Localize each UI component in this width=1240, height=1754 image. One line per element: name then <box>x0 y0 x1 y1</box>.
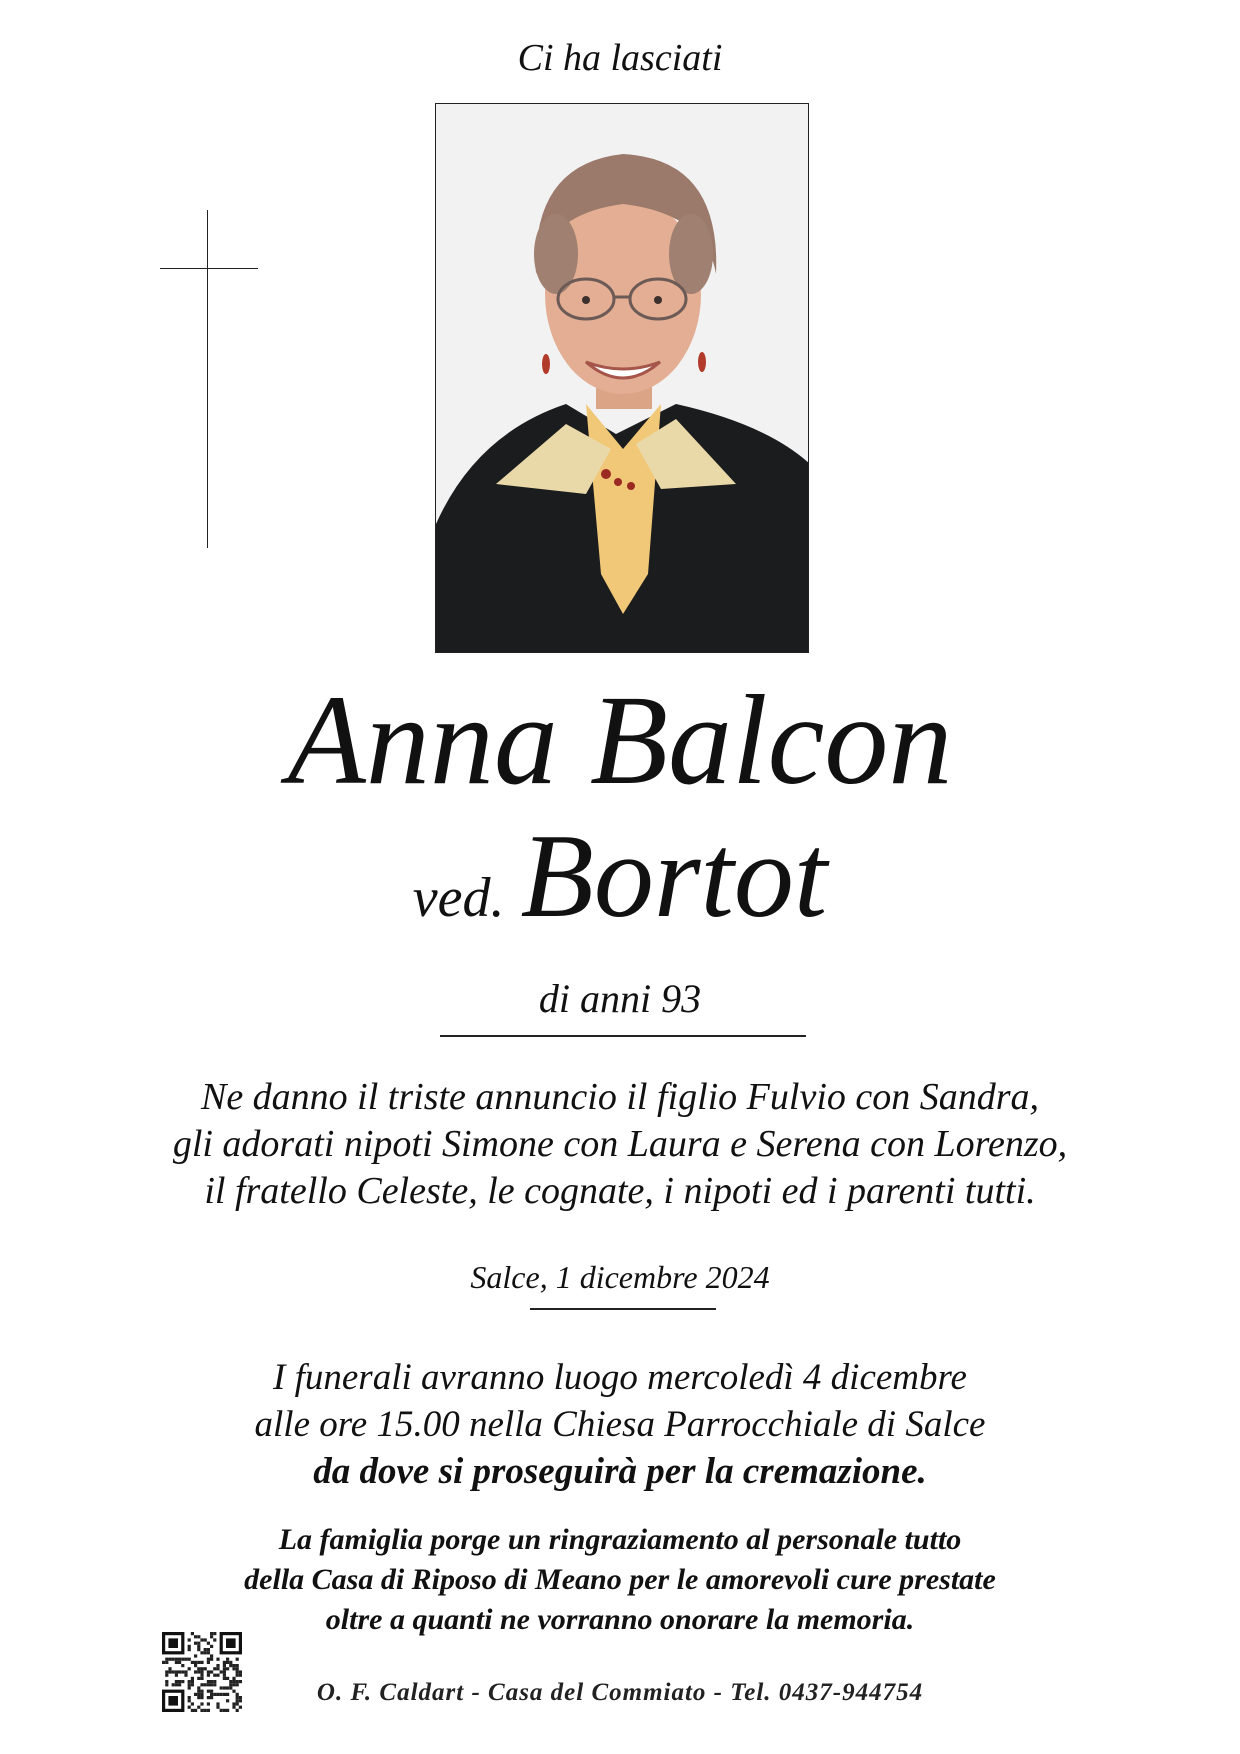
cross-icon-arm <box>160 268 258 269</box>
age-divider <box>440 1035 806 1037</box>
announcement-block <box>0 1074 1240 1215</box>
announcement-line: il fratello Celeste, le cognate, i nipoti ed i parenti tutti. <box>204 1170 1036 1212</box>
funeral-info <box>0 1354 1240 1495</box>
intro-text: Ci ha lasciati <box>517 37 723 79</box>
place-date-divider <box>530 1308 716 1310</box>
portrait-photo <box>435 103 809 653</box>
married-name: Bortot <box>520 809 828 942</box>
funeral-line-2: alle ore 15.00 nella Chiesa Parrocchiale di Salce <box>254 1404 986 1445</box>
age-text: di anni 93 <box>538 976 702 1021</box>
announcement-line: Ne danno il triste annuncio il figlio Fulvio con Sandra, <box>200 1076 1040 1118</box>
thanks-line: La famiglia porge un ringraziamento al personale tutto <box>278 1523 962 1556</box>
cross-icon <box>207 210 208 548</box>
thanks-line: oltre a quanti ne vorranno onorare la memoria. <box>325 1603 915 1636</box>
widow-prefix: ved. <box>412 867 505 929</box>
announcement-line: gli adorati nipoti Simone con Laura e Serena con Lorenzo, <box>172 1123 1068 1165</box>
funeral-line-3: da dove si proseguirà per la cremazione. <box>313 1451 927 1492</box>
thanks-block <box>0 1520 1240 1640</box>
thanks-line: della Casa di Riposo di Meano per le amorevoli cure prestate <box>244 1563 996 1596</box>
funeral-line-1: I funerali avranno luogo mercoledì 4 dicembre <box>273 1357 967 1398</box>
deceased-name: Anna Balcon <box>287 669 953 811</box>
funeral-home-footer: O. F. Caldart - Casa del Commiato - Tel. 0437-944754 <box>316 1679 924 1706</box>
place-date: Salce, 1 dicembre 2024 <box>470 1259 770 1295</box>
married-name-line <box>0 810 1240 964</box>
